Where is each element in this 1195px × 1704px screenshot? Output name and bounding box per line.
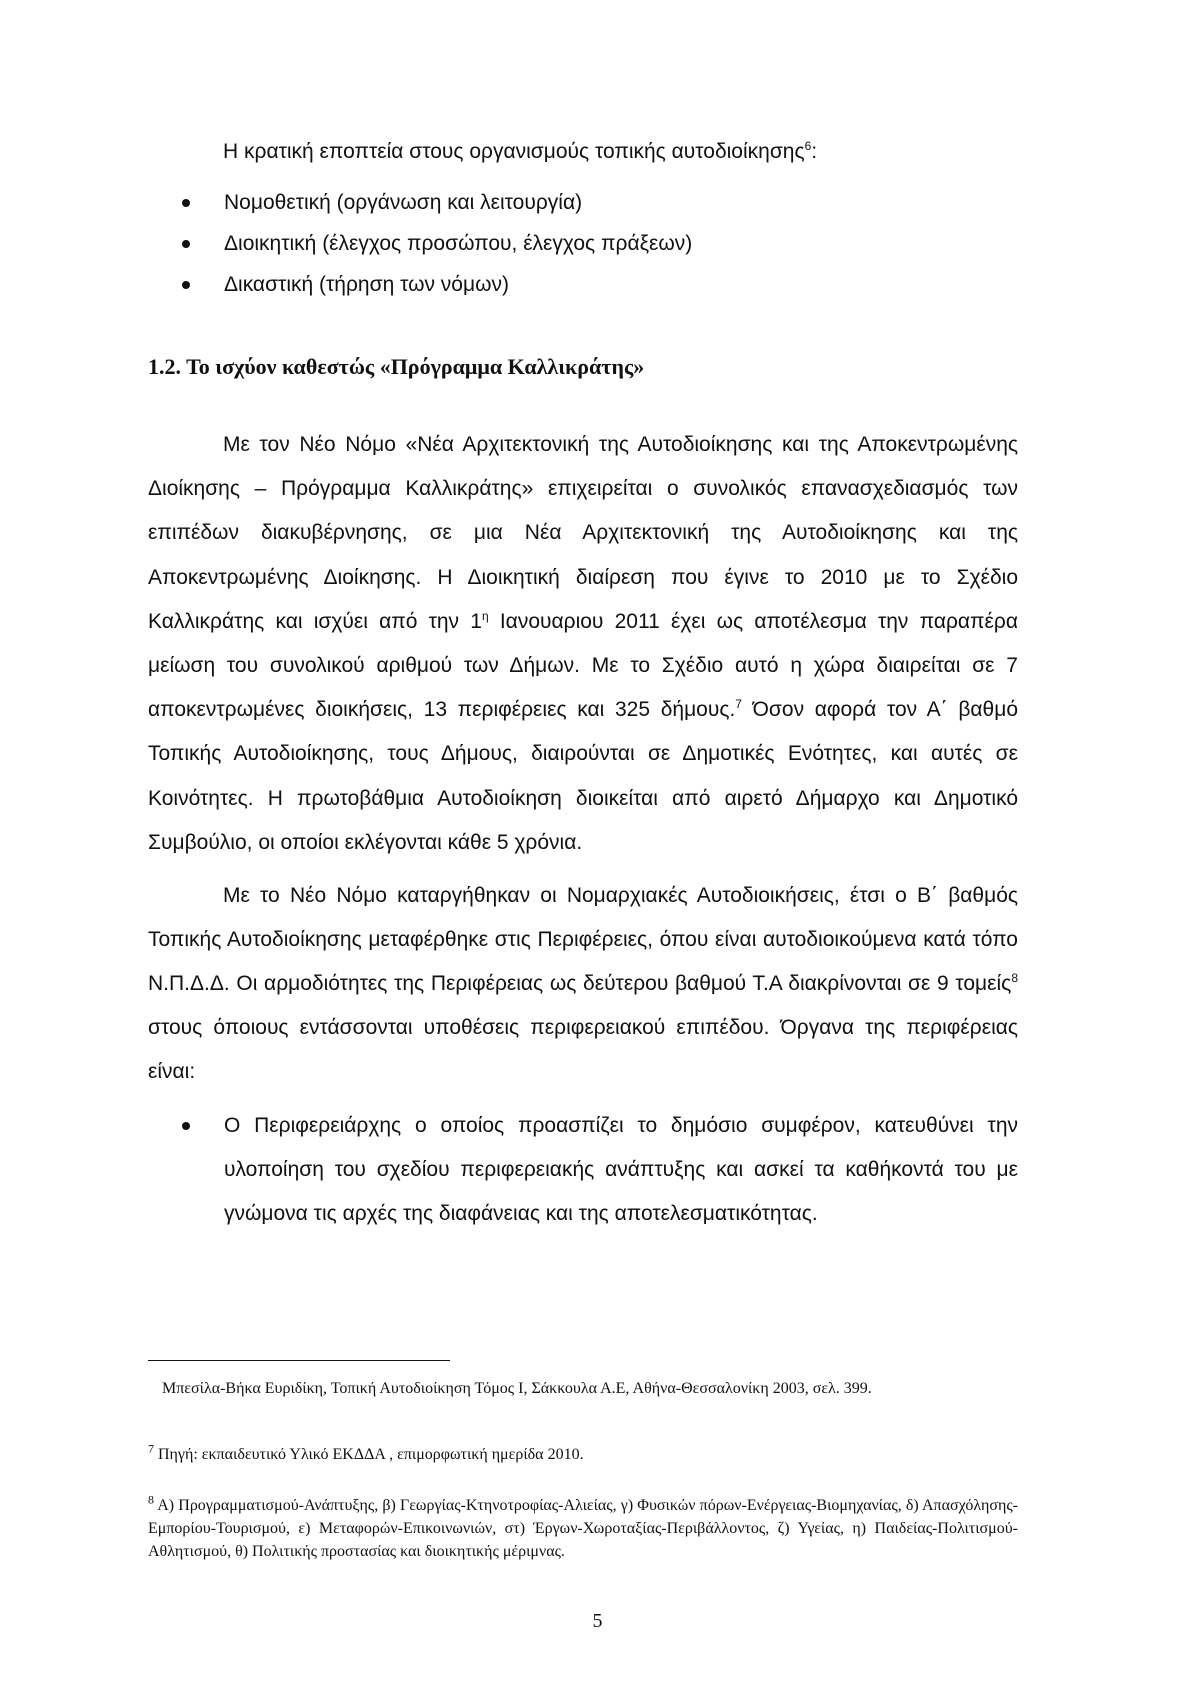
intro-text: Η κρατική εποπτεία στους οργανισμούς τοπικής αυτοδιοίκησης — [223, 140, 805, 163]
footnote-ref-6: 6 — [804, 139, 812, 153]
list-item — [182, 182, 692, 223]
paragraph-text: Με το Νέο Νόμο καταργήθηκαν οι Νομαρχιακές Αυτοδιοικήσεις, έτσι ο Β΄ βαθμός Τοπικής Αυτοδιοίκησης μεταφέρθηκε στις Περιφέρειες, όπου είναι αυτοδιοικούμενα κατά τόπο Ν.Π.Δ.Δ. Οι αρμοδιότητες της Περιφέρειας ως δεύτερου βαθμού Τ.Α διακρίνονται σε 9 τομείς — [148, 884, 1018, 995]
intro-suffix: : — [811, 140, 818, 163]
footnote-text: Πηγή: εκπαιδευτικό Υλικό ΕΚΔΔΑ , επιμορφωτική ημερίδα 2010. — [154, 1446, 584, 1463]
list-item — [182, 1104, 1018, 1236]
paragraph-regions — [148, 874, 1018, 1094]
bullet-icon — [182, 281, 190, 289]
footnote-separator — [148, 1360, 450, 1361]
paragraph-text: στους όποιους εντάσσονται υποθέσεις περιφερειακού επιπέδου. Όργανα της περιφέρειας είναι: — [148, 1016, 1018, 1083]
bullet-icon — [182, 1122, 190, 1130]
footnote-8 — [148, 1494, 1018, 1563]
list-item — [182, 223, 692, 264]
list-item-text: Ο Περιφερειάρχης ο οποίος προασπίζει το δημόσιο συμφέρον, κατευθύνει την υλοποίηση του σχεδίου περιφερειακής ανάπτυξης και ασκεί τα καθήκοντά του με γνώμονα τις αρχές της διαφάνειας και της αποτελεσματικότητας. — [224, 1114, 1018, 1225]
footnote-mark: 8 — [148, 1492, 154, 1507]
bullet-icon — [182, 199, 190, 207]
footnote-text: Α) Προγραμματισμού-Ανάπτυξης, β) Γεωργίας-Κτηνοτροφίας-Αλιείας, γ) Φυσικών πόρων-Ενέργειας-Βιομηχανίας, δ) Απασχόλησης-Εμπορίου-Τουρισμού, ε) Μεταφορών-Επικοινωνιών, στ) Έργων-Χωροταξίας-Περιβάλλοντος, ζ) Υγείας, η) Παιδείας-Πολιτισμού-Αθλητισμού, θ) Πολιτικής προστασίας και διοικητικής μέριμνας. — [148, 1497, 1018, 1560]
paragraph-text: Ιανουαριου 2011 έχει ως αποτέλεσμα την παραπέρα μείωση του συνολικού αριθμού των Δήμων. Με το Σχέδιο αυτό η χώρα διαιρείται σε 7 αποκεντρωμένες διοικήσεις, 13 περιφέρειες και 325 δήμους. — [148, 609, 1018, 722]
region-organs-list — [182, 1104, 1018, 1236]
superscript-eta: η — [481, 608, 489, 623]
list-item — [182, 264, 692, 305]
list-item-text: Διοικητική (έλεγχος προσώπου, έλεγχος πράξεων) — [224, 232, 693, 255]
footnote-ref-8: 8 — [1011, 971, 1018, 985]
bullet-icon — [182, 240, 190, 248]
footnote-6: Μπεσίλα-Βήκα Ευριδίκη, Τοπική Αυτοδιοίκηση Τόμος Ι, Σάκκουλα Α.Ε, Αθήνα-Θεσσαλονίκη 2003, σελ. 399. — [162, 1380, 872, 1397]
footnote-ref-7: 7 — [735, 697, 742, 712]
footnote-7 — [148, 1441, 1018, 1466]
list-item-text: Δικαστική (τήρηση των νόμων) — [224, 273, 509, 296]
paragraph-kallikratis — [148, 423, 1018, 865]
page-number: 5 — [592, 1610, 603, 1632]
intro-line — [223, 140, 817, 164]
paragraph-text: Με τον Νέο Νόμο «Νέα Αρχιτεκτονική της Αυτοδιοίκησης και της Αποκεντρωμένης Διοίκησης – Πρόγραμμα Καλλικράτης» επιχειρείται ο συνολικός επανασχεδιασμός των επιπέδων διακυβέρνησης, σε μια Νέα Αρχιτεκτονική της Αυτοδιοίκησης και της Αποκεντρωμένης Διοίκησης. Η Διοικητική διαίρεση που έγινε το 2010 με το Σχέδιο Καλλικράτης και ισχύει από την 1 — [148, 433, 1018, 633]
supervision-list — [182, 182, 692, 305]
paragraph-text: Όσον αφορά τον Α΄ βαθμό Τοπικής Αυτοδιοίκησης, τους Δήμους, διαιρούνται σε Δημοτικές Ενότητες, και αυτές σε Κοινότητες. Η πρωτοβάθμια Αυτοδιοίκηση διοικείται από αιρετό Δήμαρχο και Δημοτικό Συμβούλιο, οι οποίοι εκλέγονται κάθε 5 χρόνια. — [148, 698, 1019, 854]
section-heading: 1.2. Το ισχύον καθεστώς «Πρόγραμμα Καλλικράτης» — [148, 354, 645, 379]
list-item-text: Νομοθετική (οργάνωση και λειτουργία) — [224, 191, 583, 214]
footnote-mark: 7 — [148, 1441, 154, 1456]
